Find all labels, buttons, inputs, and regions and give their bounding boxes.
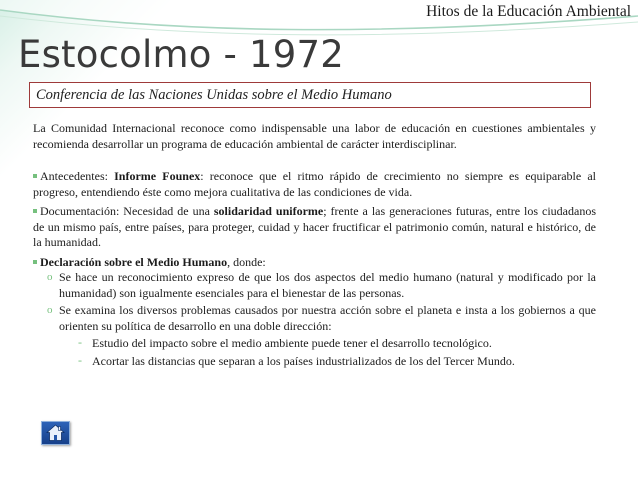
header-title: Hitos de la Educación Ambiental [426, 3, 631, 20]
dash-bullet-icon: - [78, 352, 82, 367]
bullet-bold: Declaración sobre el Medio Humano [40, 254, 228, 269]
sub-bullet [33, 303, 596, 334]
subtitle-text: Conferencia de las Naciones Unidas sobre el Medio Humano [36, 87, 392, 103]
bullet-text: ; frente a las generaciones futuras, entre los ciudadanos de un mismo país, entre países, para proteger, cuidad y hacer fructificar el patrimonio común, natural e histórico, de la humanidad. [33, 204, 597, 249]
bullet-bold: Informe Founex [114, 169, 201, 183]
dash-item [33, 354, 596, 370]
bullet-antecedentes [33, 169, 596, 200]
bullet-declaracion [33, 255, 596, 271]
dash-item-text: Estudio del impacto sobre el medio ambiente puede tener el desarrollo tecnológico. [92, 336, 492, 350]
dash-item-text: Acortar las distancias que separan a los países industrializados de los del Tercer Mundo. [92, 353, 515, 368]
slide-title: Estocolmo - 1972 [18, 33, 344, 76]
subtitle-box [29, 82, 591, 108]
intro-paragraph: La Comunidad Internacional reconoce como indispensable una labor de educación en cuestiones ambientales y recomienda desarrollar un programa de educación ambiental de carácter interdisciplinar. [33, 121, 596, 151]
circle-bullet-icon: o [47, 271, 53, 283]
bullet-text: , donde: [227, 254, 266, 269]
home-icon [46, 424, 65, 442]
sub-bullet-text: Se examina los diversos problemas causados por nuestra acción sobre el planeta e insta a los gobiernos a que orienten su política de desarrollo en una doble dirección: [59, 303, 596, 333]
slide-content [33, 121, 596, 369]
bullet-text: : reconoce que el ritmo rápido de crecimiento no siempre es equiparable al progreso, entendiendo éste como mejora cualitativa de las condiciones de vida. [33, 169, 596, 199]
bullet-marker-icon [33, 209, 37, 213]
sub-bullet-text: Se hace un reconocimiento expreso de que los dos aspectos del medio humano (natural y modificado por la humanidad) son igualmente esenciales para el bienestar de las personas. [59, 270, 596, 300]
dash-bullet-icon: - [78, 335, 82, 349]
bullet-marker-icon [33, 260, 37, 264]
sub-bullet [33, 270, 596, 301]
dash-item [33, 336, 596, 352]
bullet-prefix: Documentación: Necesidad de una [40, 204, 214, 218]
circle-bullet-icon: o [47, 304, 53, 316]
bullet-marker-icon [33, 174, 37, 178]
bullet-prefix: Antecedentes: [40, 169, 115, 183]
bullet-bold: solidaridad uniforme [213, 204, 324, 218]
home-button[interactable] [41, 421, 70, 445]
bullet-documentacion [33, 204, 596, 251]
